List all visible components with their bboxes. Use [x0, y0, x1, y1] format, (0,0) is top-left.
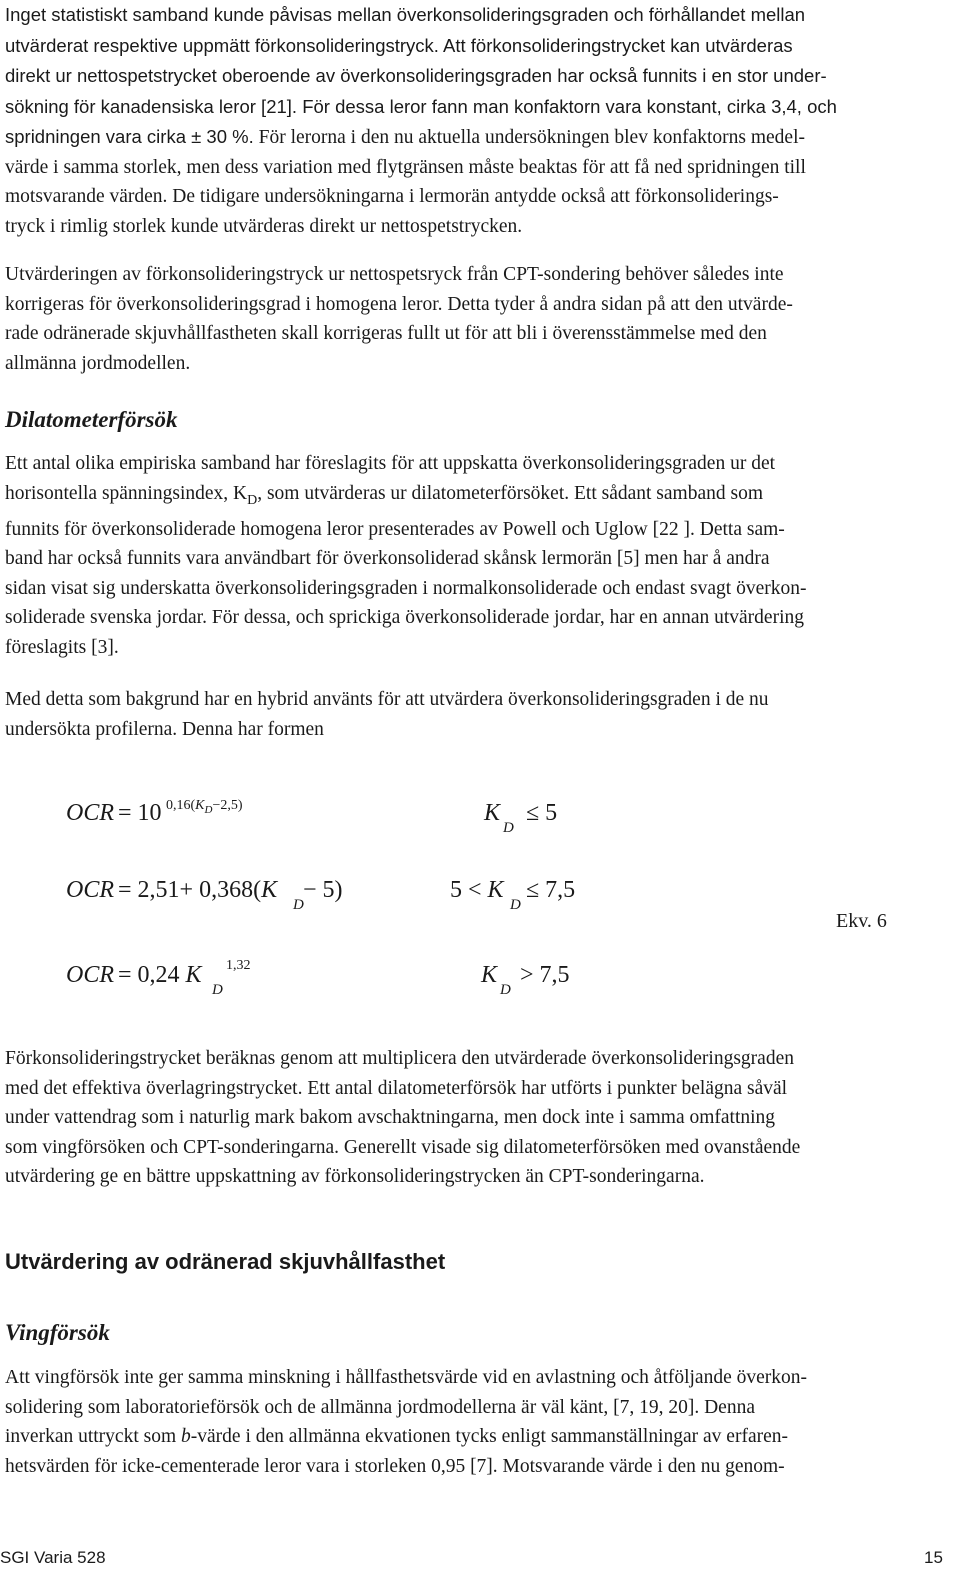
heading-vane-test: Vingförsök	[5, 1320, 110, 1345]
eq3-exponent: 1,32	[226, 958, 251, 973]
eq3-condition-sub: D	[500, 982, 511, 998]
eq1-lhs: OCR	[66, 800, 114, 826]
paragraph-dilatometer-text-a: Ett antal olika empiriska samband har föreslagits för att uppskatta överkonsolideringsgraden ur det horisontella spänningsindex, K	[5, 453, 776, 504]
paragraph-dilatometer-text-b: , som utvärderas ur dilatometerförsöket. Ett sådant samband som funnits för överkonsoliderade homogena leror presenterades av Powell och Uglow [22 ]. Detta sam- band har också funnits vara användbart för överkonsoliderad skånsk lermorän [5] men har å andra sidan visat sig underskatta överkonsolideringsgraden i normalkonsoliderade och endast svagt överkon- soliderade svenska jordar. För dessa, och sprickiga överkonsoliderade jordar, har en annan utvärdering föreslagits [3].	[5, 482, 807, 658]
eq3-condition: > 7,5	[520, 962, 570, 988]
eq2-condition-b: ≤ 7,5	[526, 877, 576, 903]
eq3-lhs: OCR	[66, 962, 114, 988]
paragraph-ocr-no-correlation-part1: Inget statistiskt samband kunde påvisas mellan överkonsolideringsgraden och förhållandet mellan utvärderat respektive uppmätt förkonsolideringstryck. Att förkonsolideringstrycket kan utvärderas direkt ur nettospetstrycket oberoende av överkonsolideringsgraden har också funnits i en stor under- sökning för kanadensiska leror [21]. För dessa leror fann man konfaktorn vara konstant, cirka 3,4, och spridningen vara cirka ± 30 %.	[5, 4, 837, 147]
paragraph-ocr-no-correlation	[5, 0, 957, 241]
paragraph-hybrid-intro: Med detta som bakgrund har en hybrid använts för att utvärdera överkonsolideringsgraden i de nu undersökta profilerna. Denna har formen	[5, 689, 769, 740]
paragraph-cpt-evaluation: Utvärderingen av förkonsolideringstryck ur nettospetsryck från CPT-sondering behöver således inte korrigeras för överkonsolideringsgrad i homogena leror. Detta tyder å andra sidan på att den utvärde- rade odränerade skjuvhållfastheten skall korrigeras fullt ut för att bli i överensstämmelse med den allmänna jordmodellen.	[5, 264, 793, 374]
eq1-rhs: = 10	[118, 800, 162, 826]
eq2-sub: D	[293, 897, 304, 913]
paragraph-vane-test	[5, 1363, 957, 1481]
paragraph-vane-text-a: Att vingförsök inte ger samma minskning i hållfasthetsvärde vid en avlastning och åtföljande överkon- solidering som laboratorieförsök och de allmänna jordmodellerna är väl känt, [7, 19, 20]. Denna inverkan uttryckt som	[5, 1367, 808, 1447]
heading-undrained-shear: Utvärdering av odränerad skjuvhållfasthet	[5, 1249, 446, 1274]
paragraph-preconsolidation-calc: Förkonsolideringstrycket beräknas genom att multiplicera den utvärderade överkonsolideringsgraden med det effektiva överlagringstrycket. Ett antal dilatometerförsök har utförts i punkter belägna såväl under vattendrag som i naturlig mark bakom avschaktningarna, men dock inte i samma omfattning som vingförsöken och CPT-sonderingarna. Generellt visade sig dilatometerförsöken med ovanstående utvärdering ge en bättre uppskattning av förkonsolideringstrycken än CPT-sonderingarna.	[5, 1048, 801, 1187]
eq3-condition-k: K	[481, 962, 498, 988]
paragraph-vane-text-b: -värde i den allmänna ekvationen tycks enligt sammanställningar av erfaren- hetsvärden för icke-cementerade leror vara i storleken 0,95 [7]. Motsvarande värde i den nu genom-	[5, 1426, 788, 1477]
heading-dilatometer: Dilatometerförsök	[5, 407, 178, 432]
footer-page-number: 15	[924, 1548, 943, 1567]
eq1-condition: ≤ 5	[526, 800, 558, 826]
paragraph-ocr-no-correlation-part2: För lerorna i den nu aktuella undersökningen blev konfaktorns medel- värde i samma storlek, men dess variation med flytgränsen måste beaktas för att få ned spridningen till motsvarande värden. De tidigare undersökningarna i lermorän antydde också att förkonsoliderings- tryck i rimlig storlek kunde utvärderas direkt ur nettospetstrycken.	[5, 127, 806, 237]
eq1-condition-k: K	[484, 800, 501, 826]
eq1-condition-sub: D	[503, 820, 514, 836]
equation-label: Ekv. 6	[836, 910, 887, 932]
eq2-lhs: OCR	[66, 877, 114, 903]
eq3-sub: D	[212, 982, 223, 998]
eq3-rhs: = 0,24 K	[118, 962, 202, 988]
eq2-rhs-end: − 5)	[303, 877, 343, 903]
eq1-exponent: $0,16(K_D-2,5)$	[166, 798, 243, 816]
footer-publication: SGI Varia 528	[0, 1548, 106, 1567]
eq2-condition-sub: D	[510, 897, 521, 913]
eq2-condition-a: 5 < K	[450, 877, 504, 903]
paragraph-dilatometer-relations	[5, 449, 957, 662]
kd-subscript: D	[247, 492, 258, 508]
eq2-rhs: = 2,51+ 0,368(K	[118, 877, 278, 903]
b-value-symbol: b	[181, 1426, 191, 1447]
